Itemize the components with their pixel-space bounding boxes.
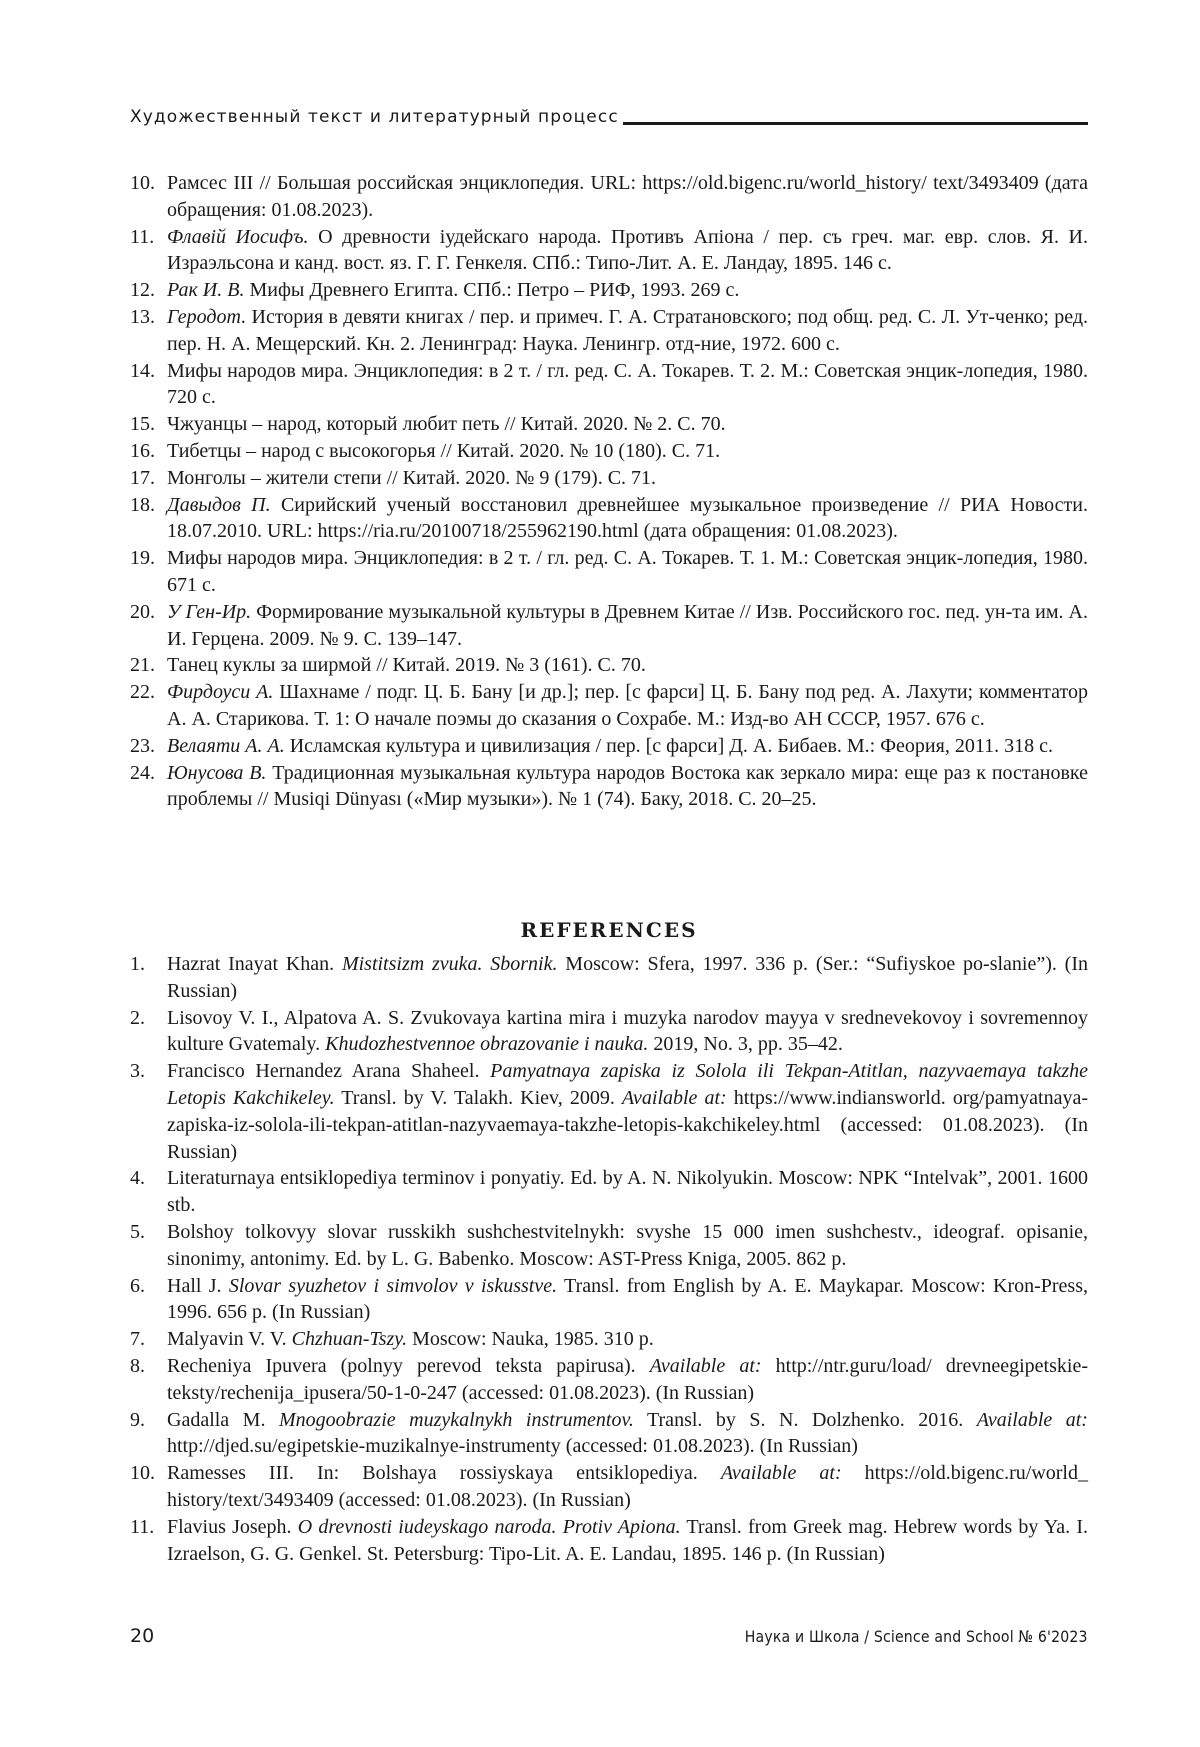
reference-entry [130, 1273, 1088, 1327]
reference-text: Transl. by V. Talakh. Kiev, 2009. [334, 1086, 622, 1109]
reference-text: https://old.bigenc.ru/world_ history/text/3493409 (accessed: 01.08.2023). (In Russian) [167, 1462, 1088, 1511]
reference-entry [130, 1165, 1088, 1219]
reference-author: Юнусова В. [167, 761, 267, 784]
reference-title: Slovar syuzhetov i simvolov v iskusstve. [228, 1274, 558, 1297]
reference-entry [130, 358, 1088, 412]
reference-text: Bolshoy tolkovyy slovar russkikh sushchestvitelnykh: svyshe 15 000 imen sushchestv., ideograf. opisanie, sinonimy, antonimy. Ed. by L. G. Babenko. Moscow: AST-Press Kniga, 2005. 862 p. [167, 1220, 1088, 1270]
reference-entry [130, 652, 1088, 679]
reference-entry [130, 1460, 1088, 1514]
reference-author: Велаяти А. А. [167, 734, 285, 757]
reference-entry [130, 679, 1088, 733]
reference-entry [130, 951, 1088, 1005]
reference-number: 13. [130, 305, 155, 328]
reference-title: Available at: [621, 1086, 727, 1109]
reference-number: 10. [130, 172, 155, 194]
reference-text: О древности іудейскаго народа. Противъ Апіона / пер. съ греч. маг. евр. слов. Я. И. Израэльсона и канд. вост. яз. Г. Г. Генкеля. СПб.: Типо-Лит. А. Е. Ландау, 1895. 146 с. [167, 225, 1088, 275]
reference-text: Francisco Hernandez Arana Shaheel. [167, 1060, 491, 1083]
reference-text: Чжуанцы – народ, который любит петь // Китай. 2020. № 2. С. 70. [167, 413, 726, 436]
reference-number: 24. [130, 761, 155, 784]
reference-number: 9. [130, 1408, 145, 1431]
reference-number: 11. [130, 225, 155, 248]
reference-number: 21. [130, 654, 155, 677]
reference-title: Available at: [720, 1462, 842, 1485]
reference-title: Available at: [649, 1354, 762, 1377]
reference-text: Moscow: Sfera, 1997. 336 p. (Ser.: “Sufiyskoe po-slanie”). (In Russian) [167, 953, 1088, 1002]
page-footer [130, 1625, 1088, 1651]
reference-text: Transl. from Greek mag. Hebrew words by Ya. I. Izraelson, G. G. Genkel. St. Petersburg: Tipo-Lit. A. E. Landau, 1895. 146 p. (In Russian) [167, 1515, 1088, 1565]
page-number: 20 [130, 1625, 155, 1647]
journal-name: Наука и Школа / Science and School № 6'2023 [745, 1627, 1088, 1646]
reference-entry [130, 1058, 1088, 1165]
header-rule [623, 122, 1088, 125]
reference-author: Флавій Иосифъ. [167, 225, 309, 248]
reference-text: Moscow: Nauka, 1985. 310 p. [407, 1328, 654, 1351]
reference-number: 17. [130, 466, 155, 489]
reference-text: Тибетцы – народ с высокогорья // Китай. 2020. № 10 (180). С. 71. [167, 439, 721, 462]
header-title: Художественный текст и литературный процесс [130, 107, 619, 127]
reference-text: Традиционная музыкальная культура народов Востока как зеркало мира: еще раз к постановке проблемы // Musiqi Dünyası («Мир музыки»). № 1 (74). Баку, 2018. С. 20–25. [167, 761, 1088, 811]
reference-text: Malyavin V. V. [167, 1328, 292, 1351]
reference-entry [130, 304, 1088, 358]
reference-entry [130, 733, 1088, 760]
reference-number: 10. [130, 1462, 155, 1485]
reference-text: Формирование музыкальной культуры в Древнем Китае // Изв. Российского гос. пед. ун-та им. А. И. Герцена. 2009. № 9. С. 139–147. [167, 600, 1089, 650]
reference-number: 8. [130, 1354, 145, 1377]
reference-text: http://djed.su/egipetskie-muzikalnye-instrumenty (accessed: 01.08.2023). (In Russian) [167, 1435, 858, 1458]
reference-number: 19. [130, 547, 155, 570]
reference-text: 2019, No. 3, pp. 35–42. [648, 1033, 843, 1056]
reference-entry [130, 411, 1088, 438]
reference-text: Исламская культура и цивилизация / пер. [с фарси] Д. А. Бибаев. М.: Феория, 2011. 318 с. [284, 734, 1053, 757]
reference-text: Рамсес III // Большая российская энциклопедия. URL: https://old.bigenc.ru/world_history/ text/3493409 (дата обращения: 01.08.2023). [167, 172, 1088, 221]
reference-author: У Ген-Ир. [167, 600, 252, 623]
reference-title: Mistitsizm zvuka. Sbornik. [341, 953, 558, 975]
reference-number: 22. [130, 681, 155, 704]
reference-text: Шахнаме / подг. Ц. Б. Бану [и др.]; пер. [с фарси] Ц. Б. Бану под ред. А. Лахути; комментатор А. А. Старикова. Т. 1: О начале поэмы до сказания о Сохрабе. М.: Изд-во АН СССР, 1957. 676 с. [167, 681, 1088, 730]
reference-text: Transl. by S. N. Dolzhenko. 2016. [633, 1408, 977, 1431]
reference-title: Pamyatnaya zapiska iz Solola ili Tekpan-Atitlan, nazyvaemaya takzhe Letopis Kakchikeley. [167, 1060, 1088, 1109]
reference-entry [130, 599, 1088, 653]
reference-entry [130, 760, 1088, 814]
reference-number: 4. [130, 1167, 145, 1190]
reference-number: 1. [130, 953, 145, 975]
reference-text: Literaturnaya entsiklopediya terminov i ponyatiy. Ed. by A. N. Nikolyukin. Moscow: NPK “Intelvak”, 2001. 1600 stb. [167, 1167, 1088, 1217]
reference-number: 20. [130, 600, 155, 623]
reference-text: Hazrat Inayat Khan. [167, 953, 342, 975]
reference-number: 5. [130, 1220, 145, 1243]
reference-number: 11. [130, 1515, 155, 1538]
reference-entry [130, 545, 1088, 599]
reference-number: 16. [130, 439, 155, 462]
reference-number: 12. [130, 279, 155, 302]
reference-text: Монголы – жители степи // Китай. 2020. № 9 (179). С. 71. [167, 466, 657, 489]
reference-text: Мифы Древнего Египта. СПб.: Петро – РИФ, 1993. 269 с. [244, 279, 740, 302]
reference-entry [130, 492, 1088, 546]
reference-author: Давыдов П. [167, 493, 271, 516]
reference-text: Мифы народов мира. Энциклопедия: в 2 т. / гл. ред. С. А. Токарев. Т. 2. М.: Советская энцик-лопедия, 1980. 720 с. [167, 359, 1088, 409]
reference-number: 14. [130, 359, 155, 382]
reference-number: 6. [130, 1274, 145, 1297]
reference-author: Геродот. [167, 305, 247, 328]
reference-entry [130, 1219, 1088, 1273]
reference-text: Flavius Joseph. [167, 1515, 298, 1538]
reference-entry [130, 170, 1088, 224]
reference-text: Lisovoy V. I., Alpatova A. S. Zvukovaya kartina mira i muzyka narodov mayya v srednevekovoy i sovremennoy kulture Gvatemaly. [167, 1006, 1088, 1056]
reference-text: http://ntr.guru/load/ drevneegipetskie-teksty/rechenija_ipusera/50-1-0-247 (accessed: 01.08.2023). (In Russian) [167, 1354, 1088, 1404]
english-reference-list [130, 951, 1088, 1567]
reference-entry [130, 1326, 1088, 1353]
reference-text: Transl. from English by A. E. Maykapar. Moscow: Kron-Press, 1996. 656 p. (In Russian) [167, 1274, 1089, 1324]
reference-number: 3. [130, 1060, 145, 1083]
reference-number: 18. [130, 493, 155, 516]
reference-text: Мифы народов мира. Энциклопедия: в 2 т. / гл. ред. С. А. Токарев. Т. 1. М.: Советская энцик-лопедия, 1980. 671 с. [167, 547, 1088, 596]
reference-text: Сирийский ученый восстановил древнейшее музыкальное произведение // РИА Новости. 18.07.2010. URL: https://ria.ru/20100718/255962190.html (дата обращения: 01.08.2023). [167, 493, 1088, 543]
references-heading: REFERENCES [520, 918, 698, 942]
reference-text: Ramesses III. In: Bolshaya rossiyskaya entsiklopediya. [167, 1462, 721, 1485]
reference-text: Hall J. [167, 1274, 229, 1297]
reference-text: Танец куклы за ширмой // Китай. 2019. № 3 (161). С. 70. [167, 654, 646, 677]
reference-text: История в девяти книгах / пер. и примеч. Г. А. Стратановского; под общ. ред. С. Л. Ут-ченко; ред. пер. Н. А. Мещерский. Кн. 2. Ленинград: Наука. Ленингр. отд-ние, 1972. 600 с. [167, 305, 1088, 355]
reference-number: 23. [130, 734, 155, 757]
reference-entry [130, 1407, 1088, 1461]
reference-entry [130, 1005, 1088, 1059]
reference-entry [130, 277, 1088, 304]
reference-author: Фирдоуси А. [167, 681, 274, 704]
russian-reference-list [130, 170, 1088, 813]
reference-title: Mnogoobrazie muzykalnykh instrumentov. [278, 1408, 634, 1431]
reference-title: Chzhuan-Tszy. [291, 1328, 408, 1351]
reference-entry [130, 1353, 1088, 1407]
reference-entry [130, 465, 1088, 492]
reference-title: O drevnosti iudeyskago naroda. Protiv Apiona. [297, 1515, 681, 1538]
reference-entry [130, 438, 1088, 465]
reference-number: 15. [130, 413, 155, 436]
reference-text: https://www.indiansworld. org/pamyatnaya-zapiska-iz-solola-ili-tekpan-atitlan-nazyvaemaya-takzhe-letopis-kakchikeley.html (accessed: 01.08.2023). (In Russian) [167, 1086, 1089, 1163]
reference-number: 2. [130, 1006, 145, 1029]
reference-entry [130, 1514, 1088, 1568]
reference-title: Khudozhestvennoe obrazovanie i nauka. [325, 1033, 649, 1056]
running-header [130, 104, 1088, 126]
reference-number: 7. [130, 1328, 145, 1351]
reference-text: Recheniya Ipuvera (polnyy perevod teksta papirusa). [167, 1354, 650, 1377]
reference-title: Available at: [976, 1408, 1088, 1431]
reference-text: Gadalla M. [167, 1408, 279, 1431]
reference-entry [130, 224, 1088, 278]
reference-author: Рак И. В. [167, 279, 245, 302]
